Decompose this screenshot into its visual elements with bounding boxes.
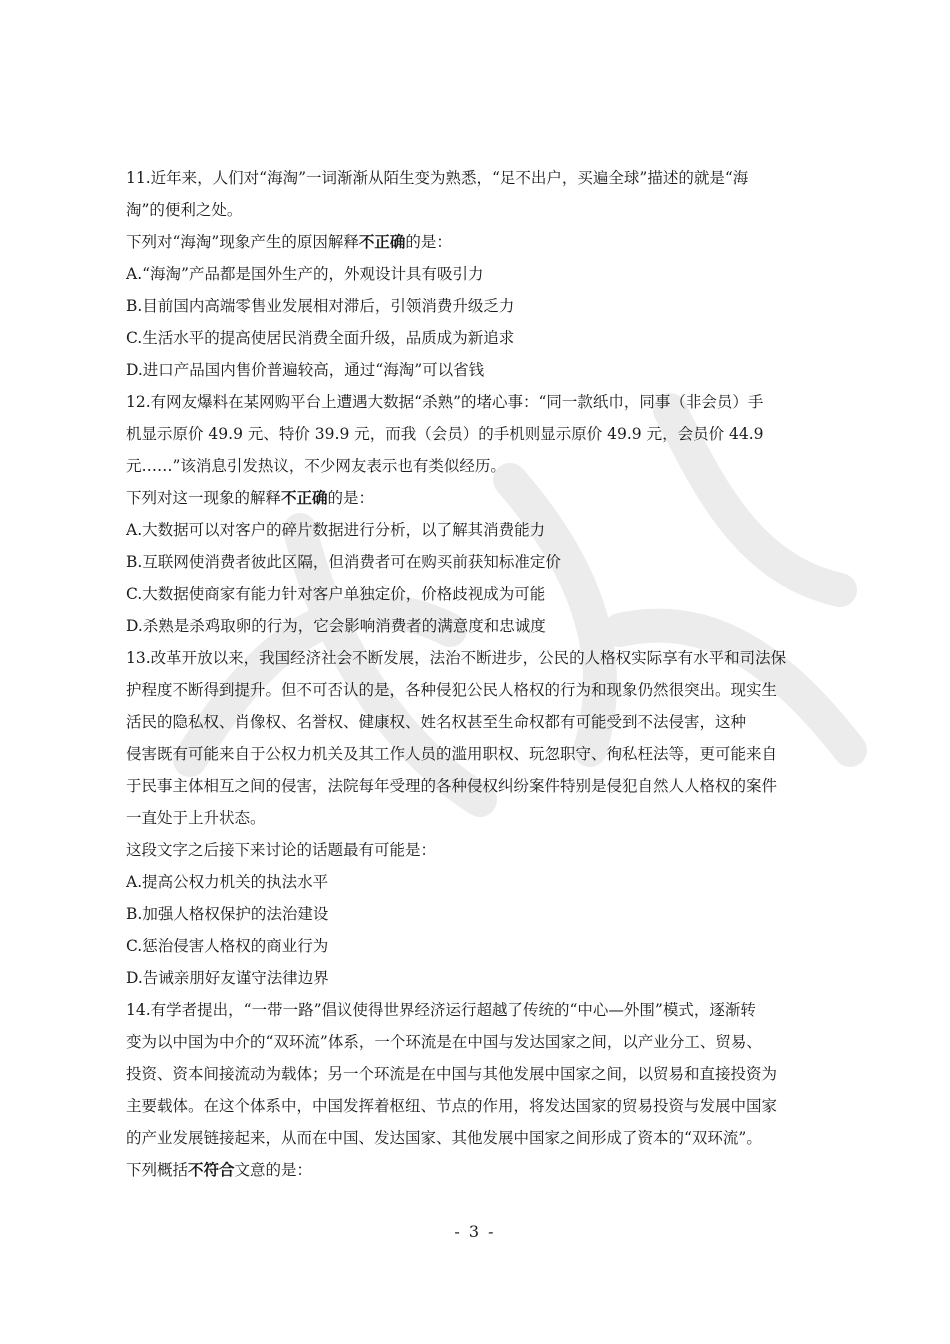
question-prompt: 这段文字之后接下来讨论的话题最有可能是： <box>126 841 437 859</box>
option-d: D.告诫亲朋好友谨守法律边界 <box>126 969 329 987</box>
option-b: B.目前国内高端零售业发展相对滞后，引领消费升级乏力 <box>126 297 515 315</box>
question-stem-line: 侵害既有可能来自于公权力机关及其工作人员的滥用职权、玩忽职守、徇私枉法等，更可能来自 <box>126 745 778 763</box>
emphasis-text: 不符合 <box>188 1160 235 1179</box>
option-c: C.惩治侵害人格权的商业行为 <box>126 937 329 955</box>
question-13 <box>126 642 836 994</box>
question-prompt: 下列对这一现象的解释不正确的是： <box>126 488 375 507</box>
option-d: D.进口产品国内售价普遍较高，通过“海淘”可以省钱 <box>126 361 485 379</box>
question-14 <box>126 994 836 1186</box>
question-stem-line: 活民的隐私权、肖像权、名誉权、健康权、姓名权甚至生命权都有可能受到不法侵害，这种 <box>126 713 747 731</box>
page-number: - 3 - <box>454 1222 496 1241</box>
option-b: B.互联网使消费者彼此区隔，但消费者可在购买前获知标准定价 <box>126 553 561 571</box>
question-stem-line: 的产业发展链接起来，从而在中国、发达国家、其他发展中国家之间形成了资本的“双环流”。 <box>126 1129 762 1147</box>
option-c: C.生活水平的提高使居民消费全面升级，品质成为新追求 <box>126 329 515 347</box>
question-stem-line: 元……”该消息引发热议，不少网友表示也有类似经历。 <box>126 457 506 475</box>
option-a: A.“海淘”产品都是国外生产的，外观设计具有吸引力 <box>126 265 484 283</box>
question-stem-line: 变为以中国为中介的“双环流”体系，一个环流是在中国与发达国家之间，以产业分工、贸易、 <box>126 1033 762 1051</box>
question-stem-line: 11.近年来，人们对“海淘”一词渐渐从陌生变为熟悉，“足不出户，买遍全球”描述的就是“海 <box>126 169 749 187</box>
question-stem-line: 淘”的便利之处。 <box>126 201 243 219</box>
question-prompt: 下列概括不符合文意的是： <box>126 1160 313 1179</box>
question-stem-line: 12.有网友爆料在某网购平台上遭遇大数据“杀熟”的堵心事：“同一款纸巾，同事（非会员）手 <box>126 393 764 411</box>
question-prompt: 下列对“海淘”现象产生的原因解释不正确的是： <box>126 232 452 251</box>
option-a: A.大数据可以对客户的碎片数据进行分析，以了解其消费能力 <box>126 521 546 539</box>
question-stem-line: 护程度不断得到提升。但不可否认的是，各种侵犯公民人格权的行为和现象仍然很突出。现实生 <box>126 681 778 699</box>
question-12 <box>126 386 836 642</box>
question-stem-line: 投资、资本间接流动为载体；另一个环流是在中国与其他发展中国家之间，以贸易和直接投资为 <box>126 1065 778 1083</box>
option-b: B.加强人格权保护的法治建设 <box>126 905 329 923</box>
question-11 <box>126 162 836 386</box>
question-stem-line: 13.改革开放以来，我国经济社会不断发展，法治不断进步，公民的人格权实际享有水平和司法保 <box>126 649 787 667</box>
emphasis-text: 不正确 <box>281 488 328 507</box>
question-stem-line: 于民事主体相互之间的侵害，法院每年受理的各种侵权纠纷案件特别是侵犯自然人人格权的案件 <box>126 777 778 795</box>
question-stem-line: 机显示原价 49.9 元、特价 39.9 元，而我（会员）的手机则显示原价 49.9 元，会员价 44.9 <box>126 425 764 443</box>
question-stem-line: 主要载体。在这个体系中，中国发挥着枢纽、节点的作用，将发达国家的贸易投资与发展中国家 <box>126 1097 778 1115</box>
emphasis-text: 不正确 <box>358 232 406 251</box>
option-d: D.杀熟是杀鸡取卵的行为，它会影响消费者的满意度和忠诚度 <box>126 617 546 635</box>
option-c: C.大数据使商家有能力针对客户单独定价，价格歧视成为可能 <box>126 585 546 603</box>
question-stem-line: 一直处于上升状态。 <box>126 809 266 827</box>
question-stem-line: 14.有学者提出，“一带一路”倡议使得世界经济运行超越了传统的“中心—外围”模式，逐渐转 <box>126 1001 756 1019</box>
option-a: A.提高公权力机关的执法水平 <box>126 873 329 891</box>
document-body <box>126 162 836 1186</box>
